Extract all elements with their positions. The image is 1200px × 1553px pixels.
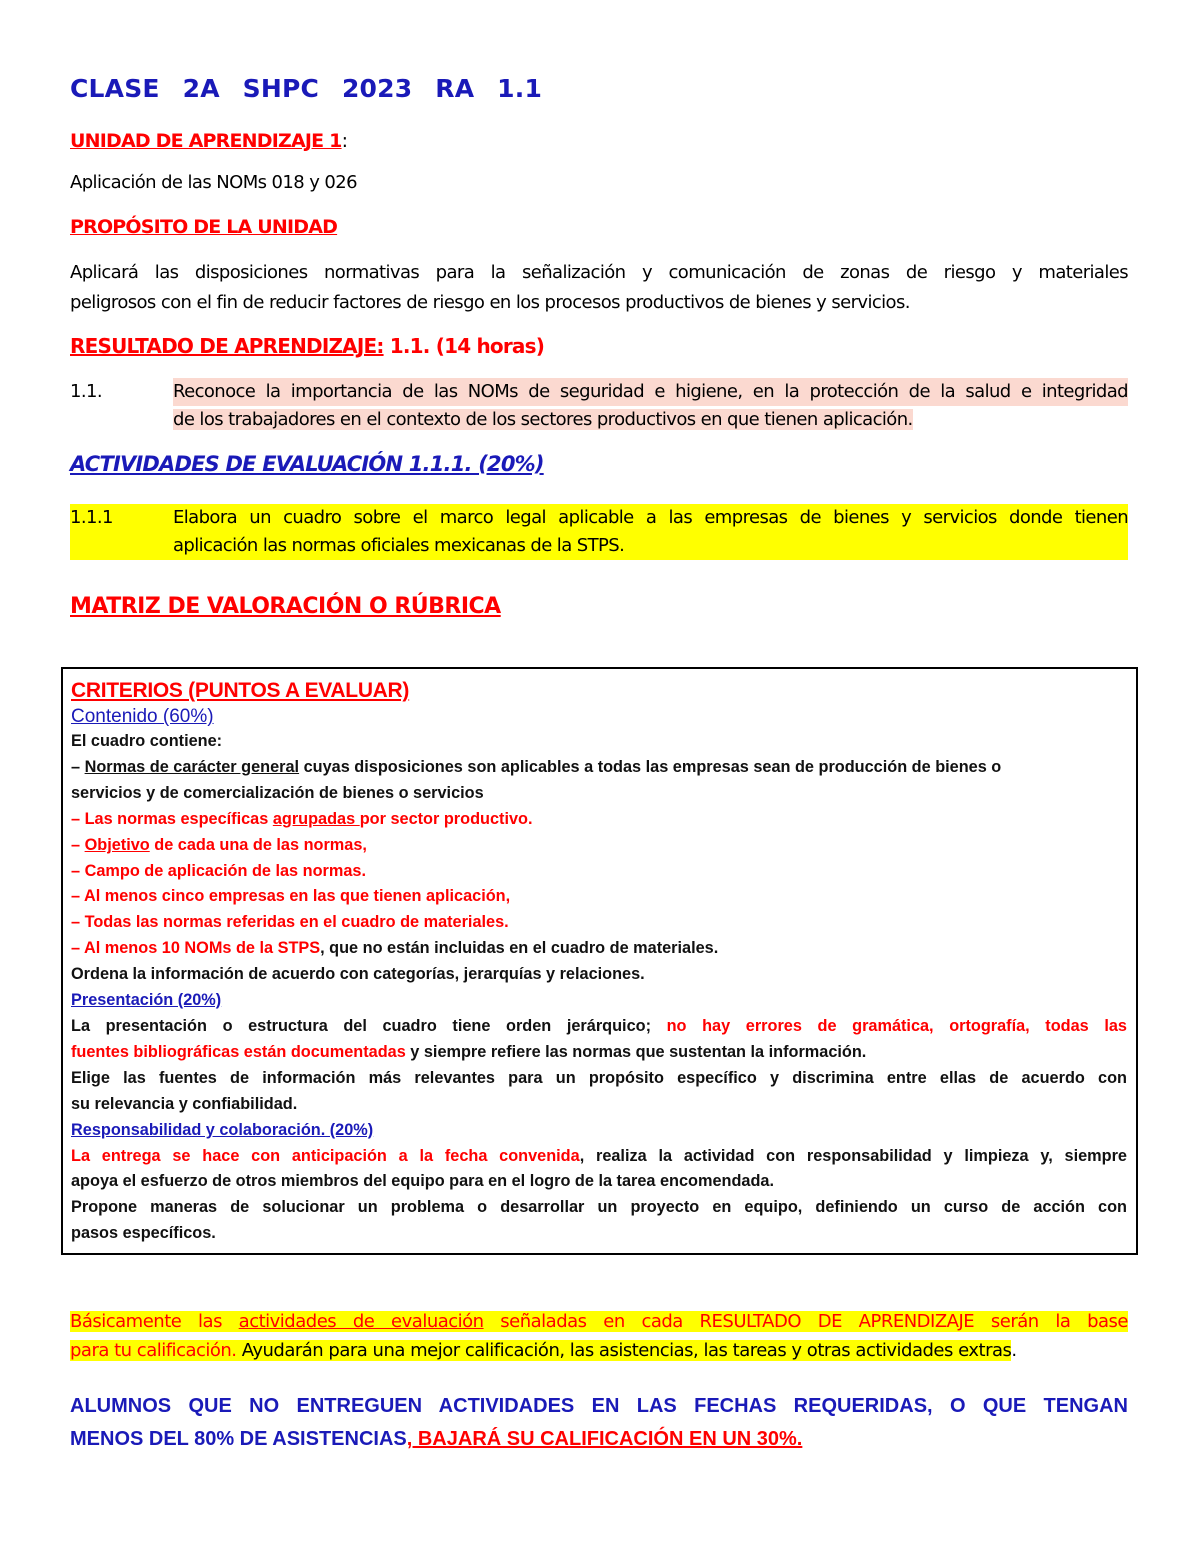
warning-notice [70,1390,1128,1456]
warning-line-2: MENOS DEL 80% DE ASISTENCIAS, BAJARÁ SU CALIFICACIÓN EN UN 30%. [70,1428,803,1450]
matriz-heading: MATRIZ DE VALORACIÓN O RÚBRICA [70,594,501,619]
note-line-2: para tu calificación. Ayudarán para una mejor calificación, las asistencias, las tareas y otras actividades extras. [70,1340,1017,1361]
warning-line-1: ALUMNOS QUE NO ENTREGUEN ACTIVIDADES EN LAS FECHAS REQUERIDAS, O QUE TENGAN [70,1395,1128,1417]
resultado-label: RESULTADO DE APRENDIZAJE: [70,334,384,358]
resultado-item [70,378,1128,434]
rubric-line-todas: – Todas las normas referidas en el cuadro de materiales. [71,913,509,932]
resultado-value: 1.1. (14 horas) [383,334,545,358]
document-title: CLASE 2A SHPC 2023 RA 1.1 [70,74,543,103]
resultado-heading [70,334,544,358]
note-line-1: Básicamente las actividades de evaluación señaladas en cada RESULTADO DE APRENDIZAJE serán la base [70,1311,1129,1332]
actividades-heading: ACTIVIDADES DE EVALUACIÓN 1.1.1. (20%) [70,452,544,476]
rubric-line-empresas: – Al menos cinco empresas en las que tienen aplicación, [71,887,511,906]
resultado-line-2: de los trabajadores en el contexto de los sectores productivos en que tienen aplicación. [173,409,913,430]
rubric-line-servicios: servicios y de comercialización de bienes o servicios [71,783,484,802]
resultado-line-1: Reconoce la importancia de las NOMs de seguridad e higiene, en la protección de la salud e integridad [173,378,1128,406]
rubric-line-presentacion-1: La presentación o estructura del cuadro tiene orden jerárquico; no hay errores de gramática, ortografía, todas las [71,1016,1127,1035]
rubric-line-apoya: apoya el esfuerzo de otros miembros del equipo para en el logro de la tarea encomendada. [71,1172,775,1191]
unidad-heading [70,130,347,152]
responsabilidad-heading: Responsabilidad y colaboración. (20%) [71,1120,374,1139]
rubric-line-entrega: La entrega se hace con anticipación a la fecha convenida, realiza la actividad con responsabilidad y limpieza y, siempre [71,1146,1127,1165]
contenido-heading: Contenido (60%) [71,706,214,727]
proposito-line-1: Aplicará las disposiciones normativas para la señalización y comunicación de zonas de riesgo y materiales [70,262,1128,283]
actividad-line-1: Elabora un cuadro sobre el marco legal aplicable a las empresas de bienes y servicios donde tienen [173,507,1128,528]
rubric-line-pasos: pasos específicos. [71,1224,216,1243]
contiene-label: El cuadro contiene: [71,732,223,750]
rubric-line-campo: – Campo de aplicación de las normas. [71,861,366,880]
actividad-number: 1.1.1 [70,507,113,528]
rubric-content [71,677,1127,1247]
resultado-text [173,378,1128,434]
presentacion-heading: Presentación (20%) [71,991,222,1010]
rubric-line-presentacion-2: fuentes bibliográficas están documentadas y siempre refiere las normas que sustentan la información. [71,1042,867,1061]
rubric-box [61,667,1138,1255]
proposito-line-2: peligrosos con el fin de reducir factores de riesgo en los procesos productivos de bienes y servicios. [70,292,910,313]
rubric-line-elige: Elige las fuentes de información más relevantes para un propósito específico y discrimina entre ellas de acuerdo con [71,1068,1127,1087]
actividad-text [173,504,1128,560]
rubric-line-normas: – Normas de carácter general cuyas disposiciones son aplicables a todas las empresas sean de producción de bienes o [71,757,1002,776]
rubric-line-ordena: Ordena la información de acuerdo con categorías, jerarquías y relaciones. [71,965,645,984]
rubric-line-propone: Propone maneras de solucionar un problema o desarrollar un proyecto en equipo, definiendo un curso de acción con [71,1198,1127,1217]
rubric-line-noms: – Al menos 10 NOMs de la STPS, que no están incluidas en el cuadro de materiales. [71,939,719,958]
rubric-line-objetivo: – Objetivo de cada una de las normas, [71,835,367,854]
rubric-line-especificas: – Las normas específicas agrupadas por sector productivo. [71,809,533,828]
rubric-line-relevancia: su relevancia y confiabilidad. [71,1094,298,1113]
actividad-item [70,504,1128,560]
aplicacion-text: Aplicación de las NOMs 018 y 026 [70,172,357,193]
normas-general: Normas de carácter general [84,757,300,776]
calificacion-note [70,1307,1128,1365]
criterios-heading: CRITERIOS (PUNTOS A EVALUAR) [71,679,410,702]
unidad-label: UNIDAD DE APRENDIZAJE 1 [70,130,342,152]
resultado-number: 1.1. [70,381,102,402]
unidad-colon: : [341,130,348,152]
actividad-line-2: aplicación las normas oficiales mexicanas de la STPS. [173,535,625,556]
proposito-heading: PROPÓSITO DE LA UNIDAD [70,216,338,238]
